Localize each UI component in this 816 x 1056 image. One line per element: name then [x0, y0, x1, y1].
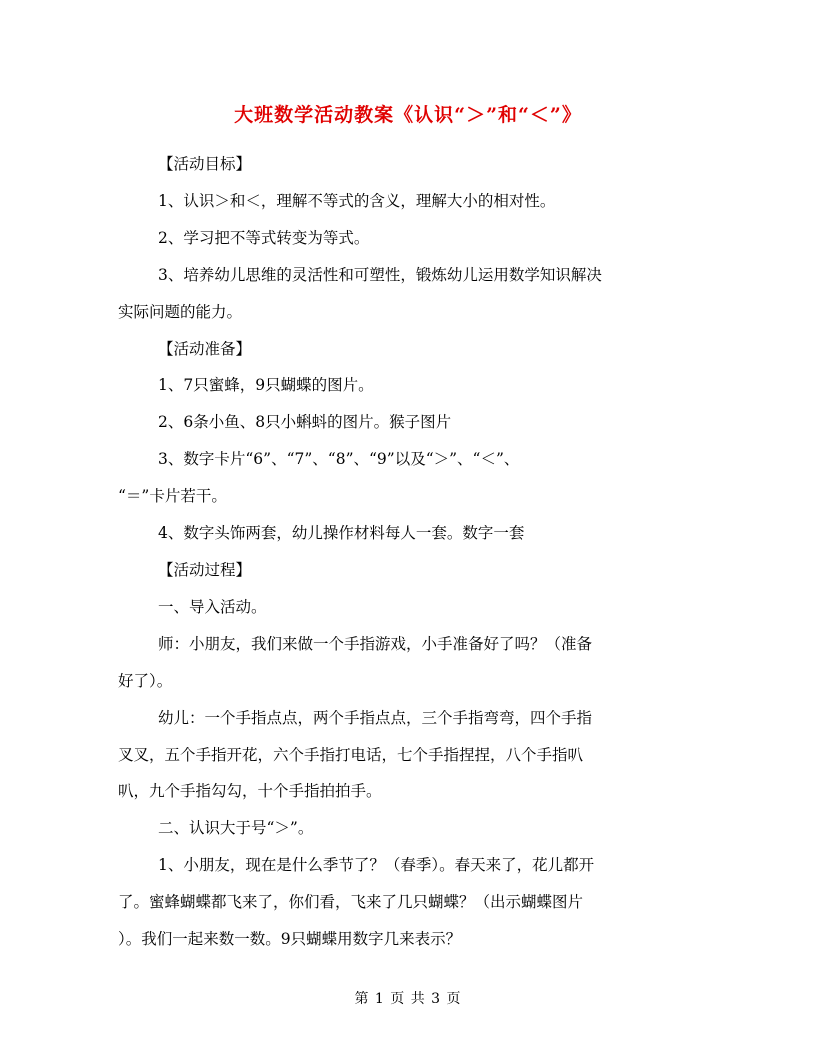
paragraph-line: 师：小朋友，我们来做一个手指游戏，小手准备好了吗？（准备: [158, 634, 593, 653]
paragraph-line: 一、导入活动。: [158, 597, 267, 616]
page-footer: 第 1 页 共 3 页: [354, 991, 462, 1007]
paragraph-line: 二、认识大于号“＞”。: [158, 819, 314, 838]
document-title: 大班数学活动教案《认识“＞”和“＜”》: [234, 104, 582, 126]
paragraph-line: 了。蜜蜂蝴蝶都飞来了，你们看，飞来了几只蝴蝶？（出示蝴蝶图片: [118, 893, 584, 912]
paragraph-line: 1、7只蜜蜂，9只蝴蝶的图片。: [158, 376, 374, 395]
paragraph-line: 好了）。: [118, 671, 173, 690]
paragraph-line: 4、数字头饰两套，幼儿操作材料每人一套。数字一套: [158, 524, 525, 543]
paragraph-line: ）。我们一起来数一数。9只蝴蝶用数字几来表示？: [118, 930, 462, 949]
paragraph-line: 叭，九个手指勾勾，十个手指拍拍手。: [118, 782, 382, 801]
paragraph-line: “＝”卡片若干。: [118, 487, 227, 506]
paragraph-line: 3、培养幼儿思维的灵活性和可塑性，锻炼幼儿运用数学知识解决: [158, 265, 602, 284]
paragraph-line: 2、6条小鱼、8只小蝌蚪的图片。猴子图片: [158, 413, 452, 432]
paragraph-line: 实际问题的能力。: [118, 302, 243, 321]
paragraph-line: 3、数字卡片“6”、“7”、“8”、“9”以及“＞”、“＜”、: [158, 450, 520, 469]
paragraph-line: 叉叉，五个手指开花，六个手指打电话，七个手指捏捏，八个手指叭: [118, 745, 584, 764]
paragraph-line: 【活动目标】: [158, 155, 252, 173]
paragraph-line: 【活动准备】: [158, 339, 252, 358]
paragraph-line: 1、小朋友，现在是什么季节了？（春季）。春天来了，花儿都开: [158, 856, 595, 875]
paragraph-line: 2、学习把不等式转变为等式。: [158, 228, 370, 247]
paragraph-line: 1、认识＞和＜，理解不等式的含义，理解大小的相对性。: [158, 191, 556, 210]
paragraph-line: 幼儿：一个手指点点，两个手指点点，三个手指弯弯，四个手指: [158, 708, 593, 727]
paragraph-line: 【活动过程】: [158, 560, 252, 579]
document-body: [118, 146, 698, 958]
